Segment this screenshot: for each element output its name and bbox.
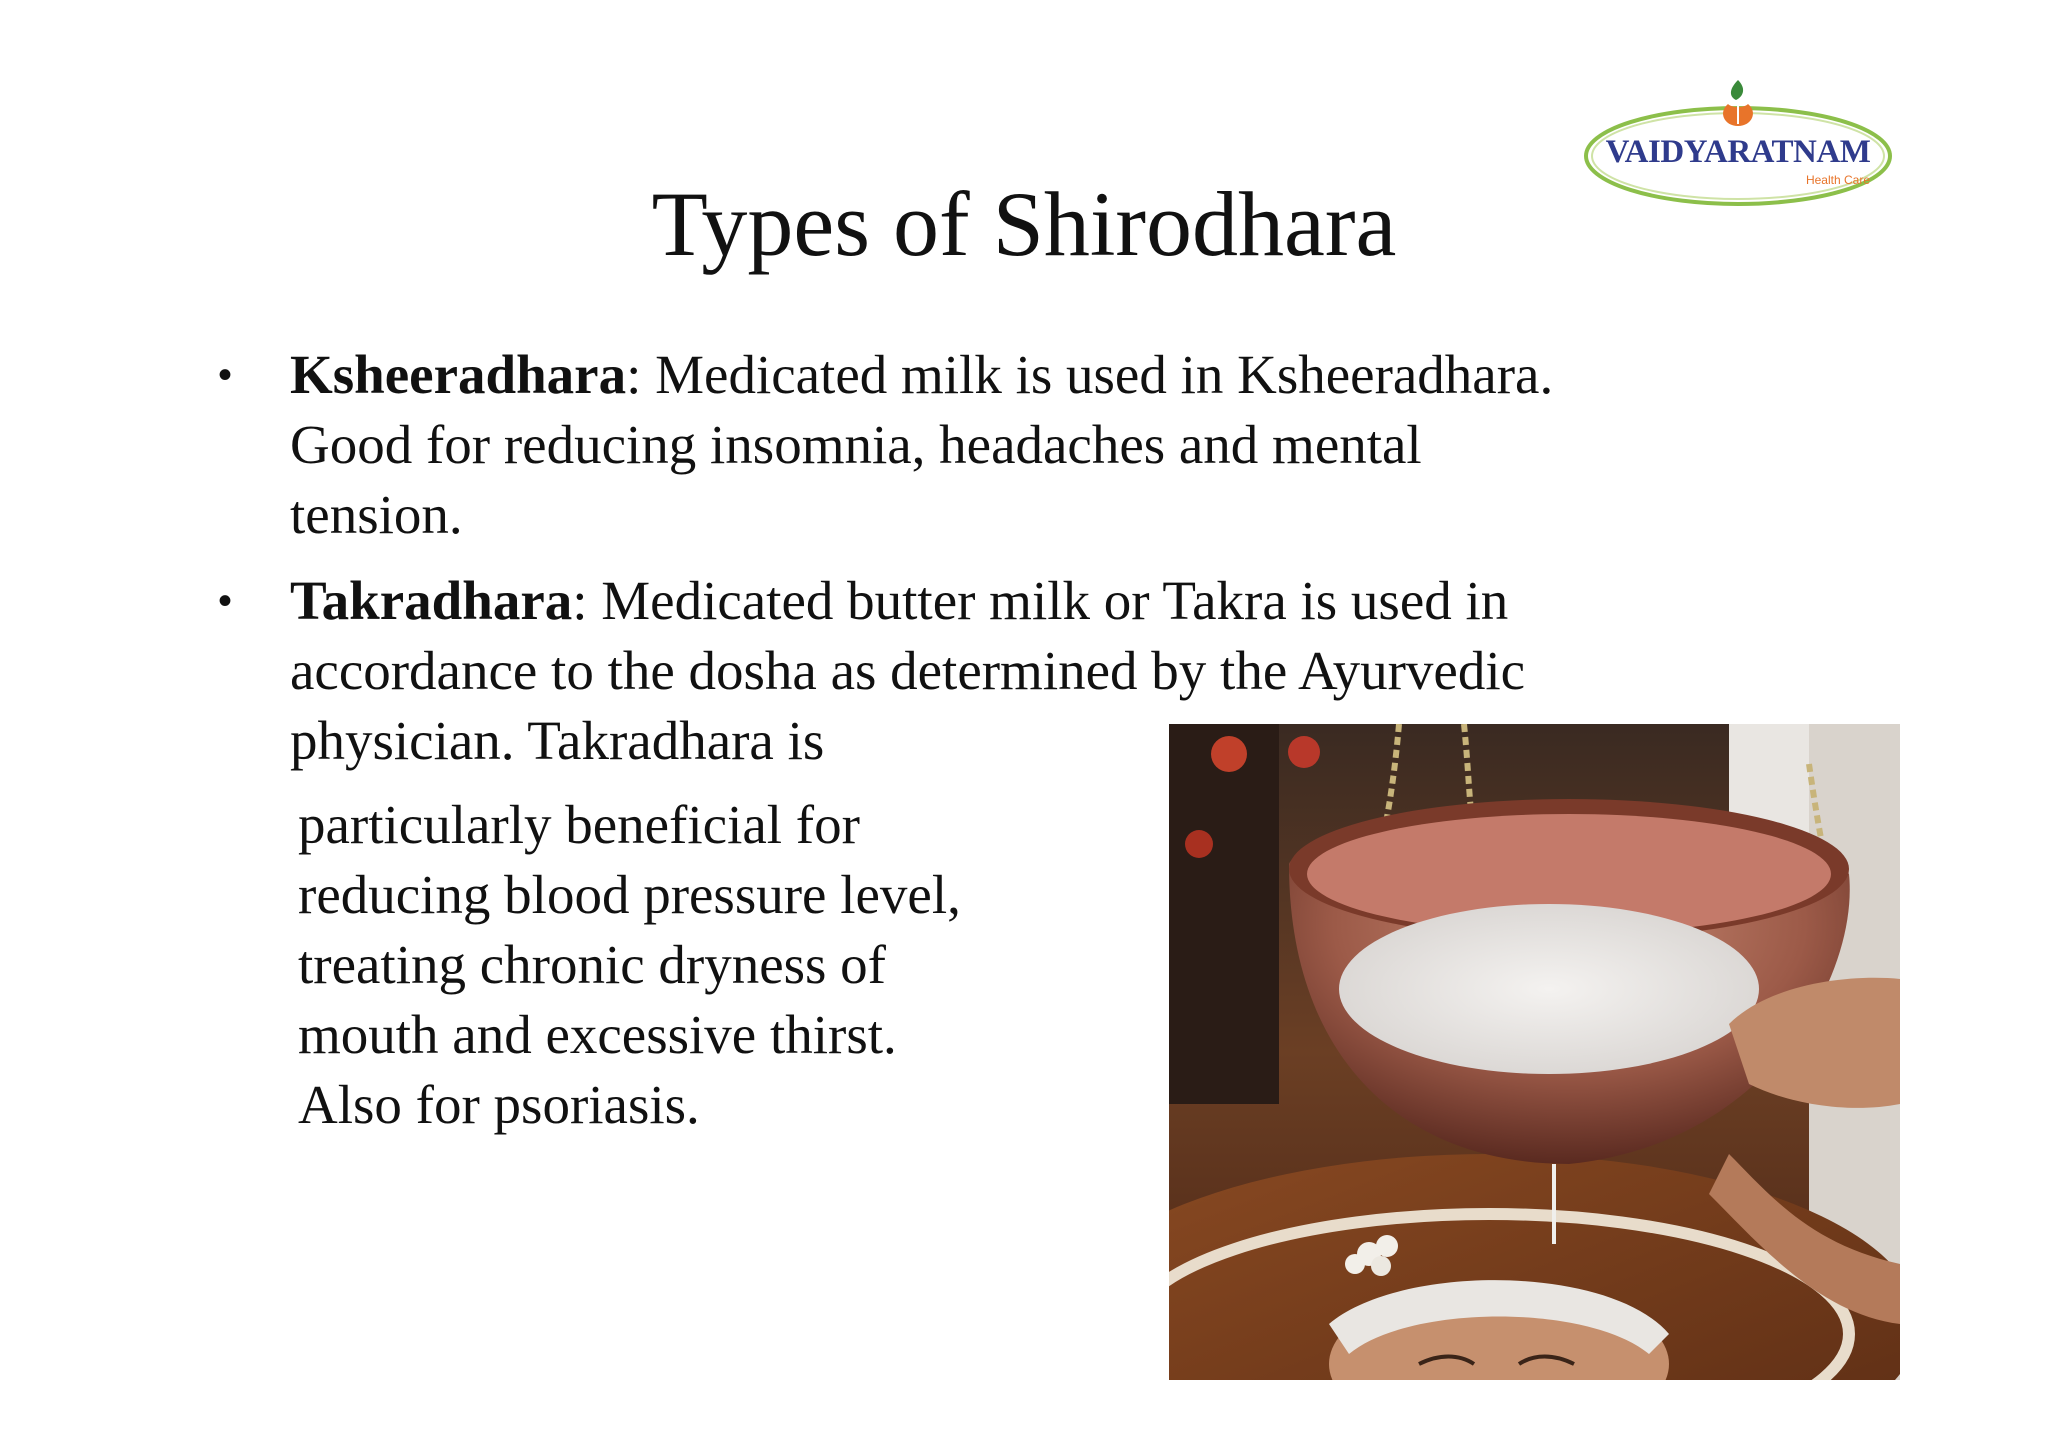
bullet-text: tension. [290, 484, 463, 545]
continuation-line: treating chronic dryness of [298, 934, 887, 995]
bullet-term: Ksheeradhara [290, 344, 627, 405]
continuation-line: mouth and excessive thirst. [298, 1004, 897, 1065]
bullet-text: Good for reducing insomnia, headaches and mental [290, 414, 1422, 475]
bullet-line [290, 340, 1798, 410]
shirodhara-illustration [1169, 724, 1900, 1380]
continuation-line: reducing blood pressure level, [298, 864, 961, 925]
bullet-term: Takradhara [290, 570, 573, 631]
bullet-text: Medicated butter milk or Takra is used in [587, 570, 1509, 631]
bullet-ksheeradhara [218, 340, 1798, 550]
logo-name: VAIDYARATNAM [1605, 134, 1871, 170]
continuation-line: particularly beneficial for [298, 794, 860, 855]
bullet-text: accordance to the dosha as determined by the Ayurvedic [290, 640, 1526, 701]
continuation-line: Also for psoriasis. [298, 1074, 700, 1135]
shirodhara-photo [1169, 724, 1900, 1380]
bullet-text: physician. Takradhara is [290, 710, 825, 771]
bullet-marker: • [218, 579, 233, 623]
bullet-line [290, 566, 1798, 636]
logo-tagline: Health Care [1805, 173, 1870, 187]
bullet-separator: : [626, 344, 642, 405]
bullet-text: Medicated milk is used in Ksheeradhara. [641, 344, 1554, 405]
continuation-text [298, 790, 1158, 1140]
slide-title: Types of Shirodhara [651, 173, 1397, 275]
bullet-separator: : [572, 570, 588, 631]
bullet-marker: • [218, 353, 233, 397]
